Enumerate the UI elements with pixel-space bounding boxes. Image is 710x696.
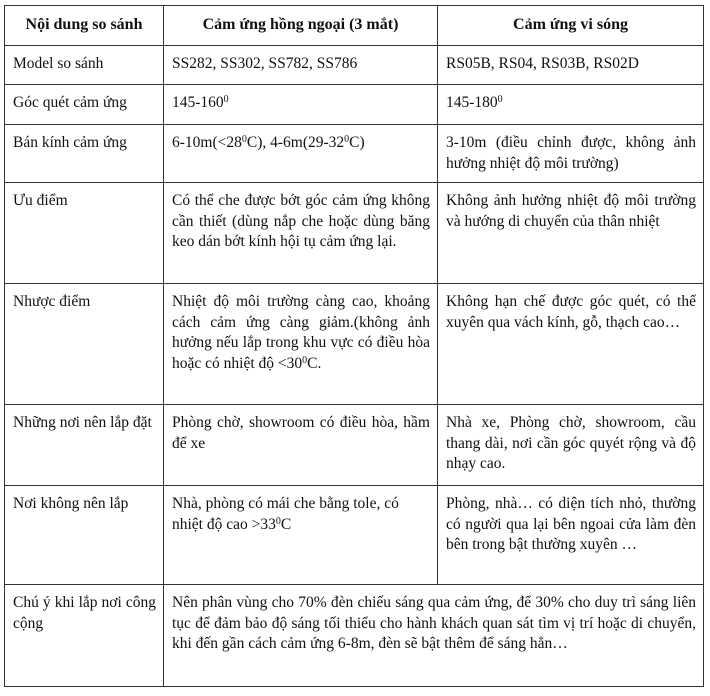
infrared-cell: Phòng chờ, showroom có điều hòa, hầm để xe <box>164 405 438 486</box>
microwave-cell: Phòng, nhà… có diện tích nhỏ, thường có người qua lại bên ngoai cửa làm đèn bên trong bật thường xuyên … <box>438 486 704 585</box>
microwave-cell: Không ảnh hưởng nhiệt độ môi trường và hướng di chuyển của thân nhiệt <box>438 183 704 284</box>
row-label: Nhược điểm <box>5 284 164 405</box>
row-label: Góc quét cảm ứng <box>5 85 164 125</box>
row-label: Nơi không nên lắp <box>5 486 164 585</box>
table-row-scan-angle <box>5 85 704 125</box>
microwave-cell: $145-180^0$ <box>438 85 704 125</box>
table-row-recommended-locations <box>5 405 704 486</box>
microwave-cell: Nhà xe, Phòng chờ, showroom, cầu thang dài, nơi cần góc quyét rộng và độ nhạy cao. <box>438 405 704 486</box>
infrared-cell: $6-10m(<28^0C)$, $4-6m(29-32^0C)$ <box>164 125 438 183</box>
table-row-advantages <box>5 183 704 284</box>
comparison-table <box>4 5 704 687</box>
row-label: Chú ý khi lắp nơi công cộng <box>5 585 164 687</box>
header-row <box>5 6 704 46</box>
table-row-models <box>5 46 704 85</box>
row-label: Model so sánh <box>5 46 164 85</box>
infrared-cell: Nhiệt độ môi trường càng cao, khoảng cách cảm ứng càng giảm.(không ảnh hưởng nếu lắp trong khu vực có điều hòa hoặc có nhiệt độ $<30^0C$. <box>164 284 438 405</box>
header-microwave-sensor: Cảm ứng vi sóng <box>438 6 704 46</box>
table-row-disadvantages <box>5 284 704 405</box>
merged-note-cell: Nên phân vùng cho 70% đèn chiếu sáng qua cảm ứng, để 30% cho duy trì sáng liên tục để đảm bảo độ sáng tối thiểu cho hành khách quan sát tìm vị trí hoặc di chuyển, khi đến gần cách cảm ứng 6-8m, đèn sẽ bật thêm để sáng hẳn… <box>164 585 704 687</box>
microwave-cell: 3-10m (điều chỉnh được, không ảnh hưởng nhiệt độ môi trường) <box>438 125 704 183</box>
microwave-cell: Không hạn chế được góc quét, có thể xuyên qua vách kính, gỗ, thạch cao… <box>438 284 704 405</box>
microwave-cell: RS05B, RS04, RS03B, RS02D <box>438 46 704 85</box>
infrared-cell: $145-160^0$ <box>164 85 438 125</box>
infrared-cell: Có thể che được bớt góc cảm ứng không cần thiết (dùng nắp che hoặc dùng băng keo dán bớt kính hội tụ cảm ứng lại. <box>164 183 438 284</box>
row-label: Bán kính cảm ứng <box>5 125 164 183</box>
infrared-cell: Nhà, phòng có mái che bằng tole, có nhiệt độ cao $>33^0C$ <box>164 486 438 585</box>
header-criteria: Nội dung so sánh <box>5 6 164 46</box>
infrared-cell: SS282, SS302, SS782, SS786 <box>164 46 438 85</box>
row-label: Những nơi nên lắp đặt <box>5 405 164 486</box>
header-infrared-sensor: Cảm ứng hồng ngoại (3 mắt) <box>164 6 438 46</box>
row-label: Ưu điểm <box>5 183 164 284</box>
table-row-avoid-locations <box>5 486 704 585</box>
table-row-public-install-notes <box>5 585 704 687</box>
table-row-sensing-radius <box>5 125 704 183</box>
